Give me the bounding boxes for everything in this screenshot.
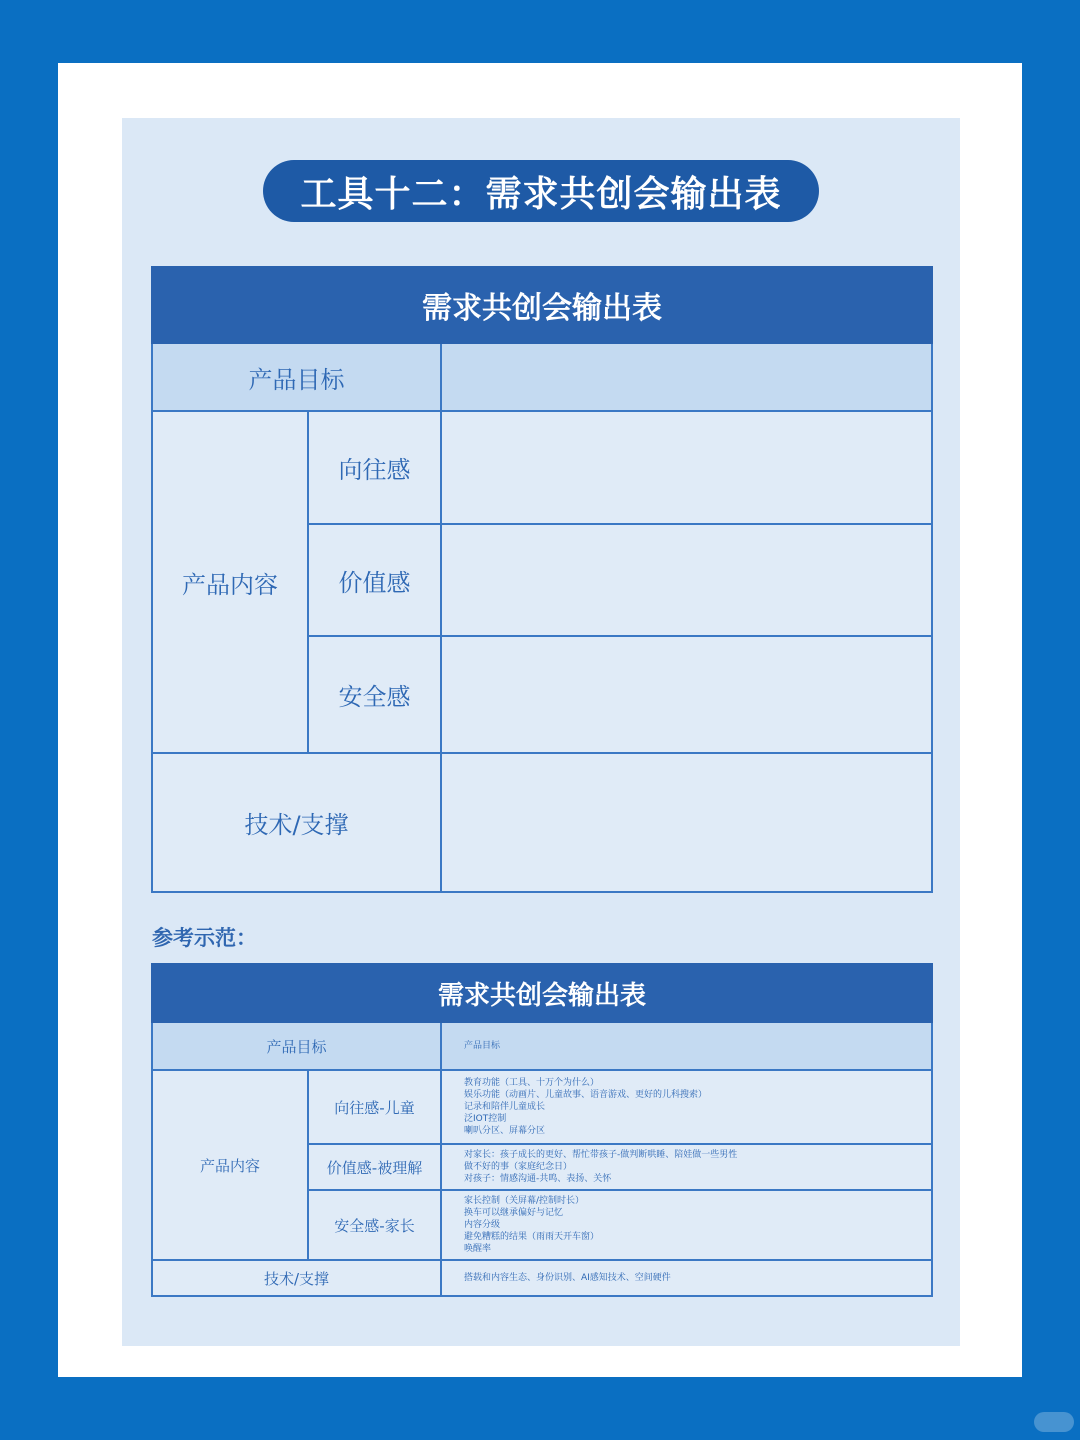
template-table: [151, 266, 933, 893]
example-table: [151, 963, 933, 1297]
tech-label: 技术/支撑: [152, 753, 441, 892]
row-label-security: 安全感: [308, 636, 441, 753]
goal-input-cell[interactable]: [441, 343, 932, 411]
row-label-aspiration: 向往感: [308, 411, 441, 524]
template-table-header: 需求共创会输出表: [152, 267, 932, 343]
reference-label: 参考示范：: [152, 926, 257, 950]
goal-label: 产品目标: [152, 343, 441, 411]
example-row-label: 安全感-家长: [308, 1190, 441, 1260]
example-content-label: 产品内容: [152, 1070, 308, 1260]
value-input-cell[interactable]: [441, 524, 932, 636]
example-goal-value: 产品目标: [441, 1022, 932, 1070]
watermark-badge: [1034, 1412, 1074, 1432]
example-row-text: 对家长：孩子成长的更好、帮忙带孩子-做判断哄睡、陪娃做一些男性 做不好的事（家庭纪念日） 对孩子：情感沟通-共鸣、表扬、关怀: [441, 1144, 932, 1190]
tech-input-cell[interactable]: [441, 753, 932, 892]
security-input-cell[interactable]: [441, 636, 932, 753]
example-tech-label: 技术/支撑: [152, 1260, 441, 1296]
example-row-label: 向往感-儿童: [308, 1070, 441, 1144]
example-tech-value: 搭载和内容生态、身份识别、AI感知技术、空间硬件: [441, 1260, 932, 1296]
content-label: 产品内容: [152, 411, 308, 753]
row-label-value: 价值感: [308, 524, 441, 636]
page-title: 工具十二：需求共创会输出表: [263, 160, 819, 222]
aspiration-input-cell[interactable]: [441, 411, 932, 524]
example-row-text: 教育功能（工具、十万个为什么） 娱乐功能（动画片、儿童故事、语音游戏、更好的儿科搜索） 记录和陪伴儿童成长 泛IOT控制 喇叭分区、屏幕分区: [441, 1070, 932, 1144]
example-goal-label: 产品目标: [152, 1022, 441, 1070]
example-row-text: 家长控制（关屏幕/控制时长） 换车可以继承偏好与记忆 内容分级 避免糟糕的结果（雨雨天开车窗） 唤醒率: [441, 1190, 932, 1260]
example-row-label: 价值感-被理解: [308, 1144, 441, 1190]
example-table-header: 需求共创会输出表: [152, 964, 932, 1022]
